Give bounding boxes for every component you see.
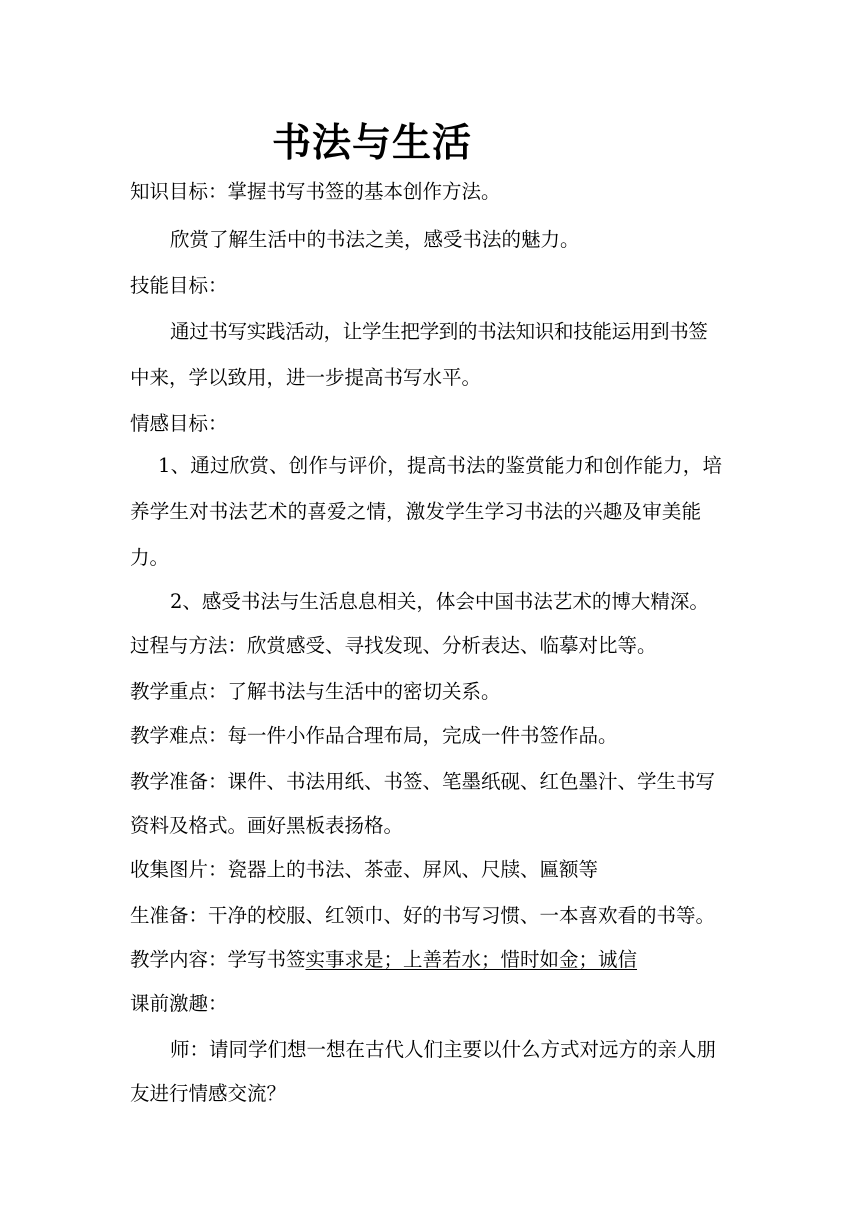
- teaching-focus-line: 教学重点：了解书法与生活中的密切关系。: [130, 680, 501, 703]
- skill-goal-line-2: 中来，学以致用，进一步提高书写水平。: [130, 366, 482, 389]
- teaching-content-line: [130, 946, 637, 974]
- skill-goal-line-1: 通过书写实践活动，让学生把学到的书法知识和技能运用到书签: [170, 320, 708, 343]
- emotion-goal-heading: 情感目标：: [130, 412, 228, 435]
- teaching-prep-line-2: 资料及格式。画好黑板表扬格。: [130, 814, 404, 837]
- emotion-goal-item-1-line-2: 养学生对书法艺术的喜爱之情，激发学生学习书法的兴趣及审美能: [130, 500, 702, 523]
- document-title: 书法与生活: [272, 121, 473, 166]
- teaching-content-underlined: 实事求是；上善若水；惜时如金；诚信: [305, 948, 638, 971]
- teaching-difficulty-line: 教学难点：每一件小作品合理布局，完成一件书签作品。: [130, 724, 618, 747]
- skill-goal-heading: 技能目标：: [130, 274, 228, 297]
- student-prep-line: 生准备：干净的校服、红领巾、好的书写习惯、一本喜欢看的书等。: [130, 904, 716, 927]
- emotion-goal-item-2: 2、感受书法与生活息息相关，体会中国书法艺术的博大精深。: [170, 590, 709, 613]
- emotion-goal-item-1-line-3: 力。: [130, 546, 170, 569]
- warmup-question-line-2: 友进行情感交流？: [130, 1082, 287, 1105]
- knowledge-goal-line: 知识目标：掌握书写书签的基本创作方法。: [130, 180, 501, 203]
- appreciation-line: 欣赏了解生活中的书法之美，感受书法的魅力。: [170, 228, 580, 251]
- collect-images-line: 收集图片：瓷器上的书法、茶壶、屏风、尺牍、匾额等: [130, 858, 599, 881]
- warmup-question-line-1: 师：请同学们想一想在古代人们主要以什么方式对远方的亲人朋: [170, 1038, 717, 1061]
- warmup-heading: 课前激趣：: [130, 992, 228, 1015]
- emotion-goal-item-1-line-1: 1、通过欣赏、创作与评价，提高书法的鉴赏能力和创作能力，培: [158, 454, 723, 477]
- teaching-content-prefix: 教学内容：学写书签: [130, 948, 306, 971]
- teaching-prep-line-1: 教学准备：课件、书法用纸、书签、笔墨纸砚、红色墨汁、学生书写: [130, 770, 716, 793]
- process-method-line: 过程与方法：欣赏感受、寻找发现、分析表达、临摹对比等。: [130, 634, 657, 657]
